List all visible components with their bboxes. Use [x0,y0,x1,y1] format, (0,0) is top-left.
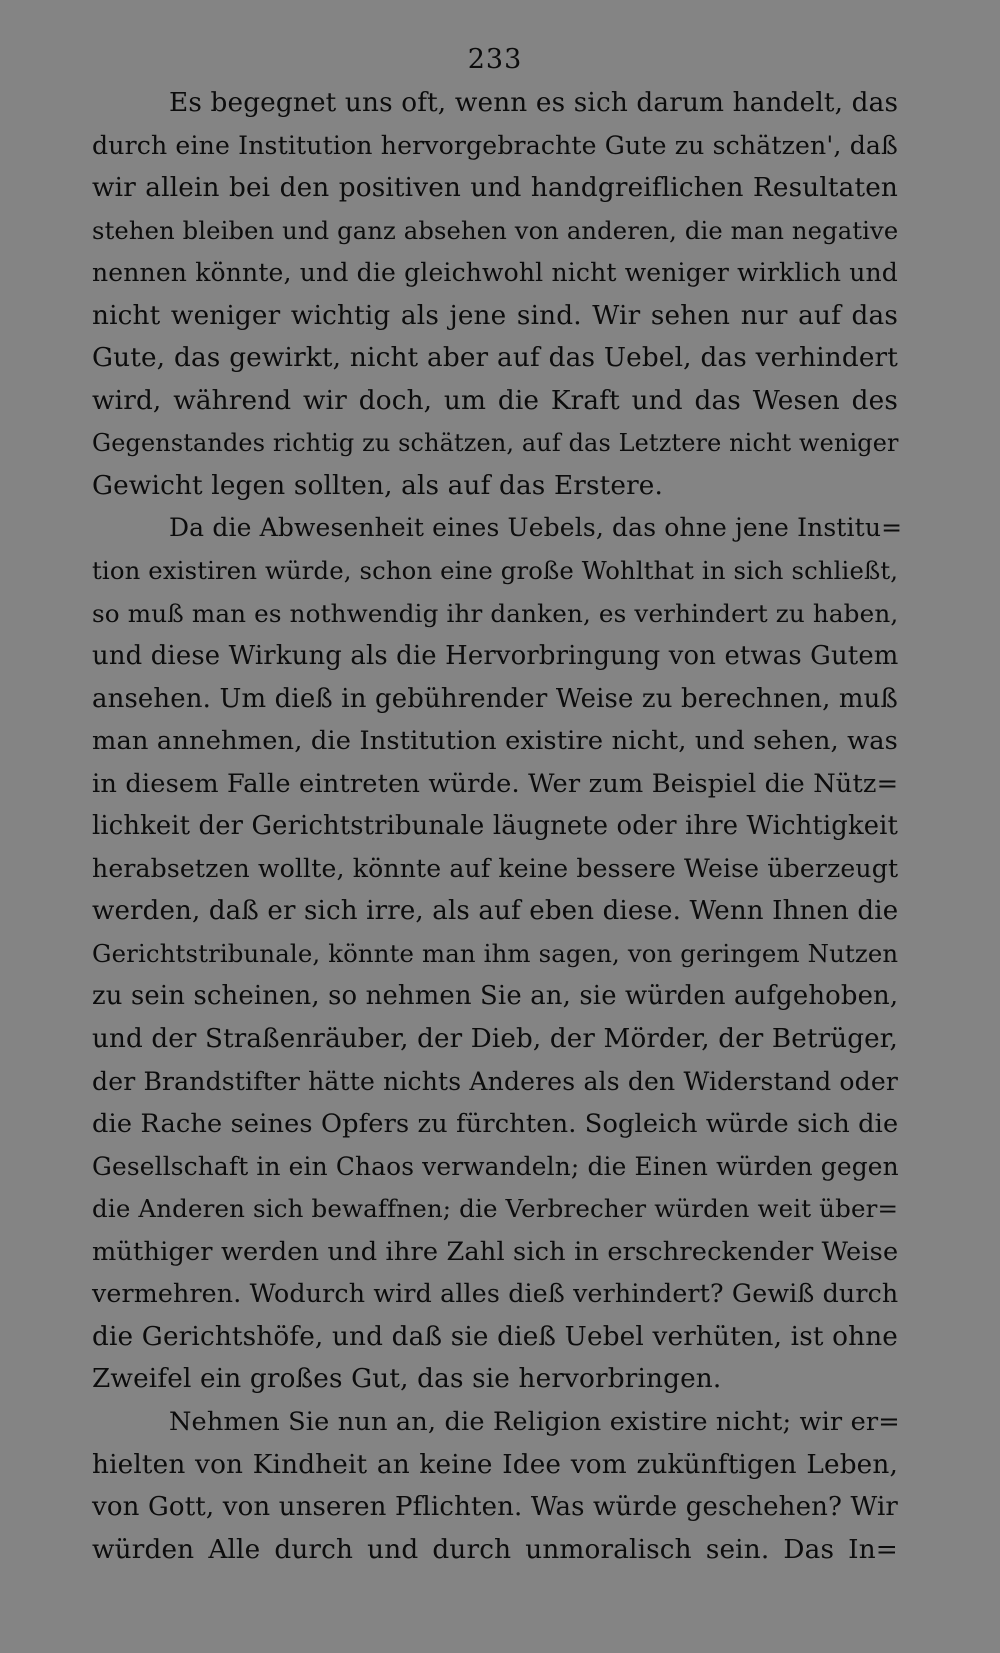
text-line: Da die Abwesenheit eines Uebels, das ohne jene Institu= [169,513,903,543]
paragraph [92,82,898,507]
text-line: von Gott, von unseren Pflichten. Was würde geschehen? Wir [92,1492,898,1523]
text-line: Es begegnet uns oft, wenn es sich darum handelt, das [169,88,899,118]
paragraph [92,507,903,1400]
body-text [92,82,903,1571]
text-line: würden Alle durch und durch unmoralisch sein. Das In= [92,1534,898,1565]
text-line: Zweifel ein großes Gut, das sie hervorbringen. [92,1364,722,1395]
text-line: die Anderen sich bewaffnen; die Verbrecher würden weit über= [92,1194,899,1224]
text-line: wir allein bei den positiven und handgreiflichen Resultaten [92,173,898,204]
text-line: hielten von Kindheit an keine Idee vom zukünftigen Leben, [92,1449,898,1480]
text-line: und der Straßenräuber, der Dieb, der Mörder, der Betrüger, [92,1024,898,1055]
text-line: Gesellschaft in ein Chaos verwandeln; die Einen würden gegen [92,1151,899,1181]
text-line: stehen bleiben und ganz absehen von anderen, die man negative [92,216,899,245]
text-line: der Brandstifter hätte nichts Anderes als den Widerstand oder [92,1066,899,1096]
page-number: 233 [467,44,523,75]
text-line: zu sein scheinen, so nehmen Sie an, sie würden aufgehoben, [92,981,899,1012]
text-line: nennen könnte, und die gleichwohl nicht weniger wirklich und [92,258,898,288]
text-line: wird, während wir doch, um die Kraft und das Wesen des [92,385,898,416]
text-line: werden, daß er sich irre, als auf eben diese. Wenn Ihnen die [92,896,899,927]
text-line: lichkeit der Gerichtstribunale läugnete oder ihre Wichtigkeit [92,811,898,842]
text-line: ansehen. Um dieß in gebührender Weise zu berechnen, muß [92,683,898,714]
text-line: so muß man es nothwendig ihr danken, es verhindert zu haben, [92,598,899,628]
text-line: die Gerichtshöfe, und daß sie dieß Uebel verhüten, ist ohne [92,1321,898,1352]
text-line: vermehren. Wodurch wird alles dieß verhindert? Gewiß durch [92,1279,899,1309]
paragraph [92,1401,898,1571]
book-page [92,40,903,1640]
text-line: müthiger werden und ihre Zahl sich in erschreckender Weise [92,1236,899,1267]
text-line: herabsetzen wollte, könnte auf keine bessere Weise überzeugt [92,853,899,883]
text-line: durch eine Institution hervorgebrachte Gute zu schätzen', daß [92,130,898,160]
text-line: die Rache seines Opfers zu fürchten. Sogleich würde sich die [92,1109,899,1140]
text-line: tion existiren würde, schon eine große Wohlthat in sich schließt, [92,556,899,586]
text-line: Gegenstandes richtig zu schätzen, auf das Letztere nicht weniger [92,429,899,458]
text-line: Gerichtstribunale, könnte man ihm sagen, von geringem Nutzen [92,938,899,968]
text-line: Gute, das gewirkt, nicht aber auf das Uebel, das verhindert [92,343,898,374]
text-line: Nehmen Sie nun an, die Religion existire nicht; wir er= [169,1406,900,1437]
text-line: in diesem Falle eintreten würde. Wer zum Beispiel die Nütz= [92,768,899,799]
text-line: nicht weniger wichtig als jene sind. Wir sehen nur auf das [92,300,898,331]
text-line: und diese Wirkung als die Hervorbringung von etwas Gutem [92,641,899,672]
text-line: man annehmen, die Institution existire nicht, und sehen, was [92,726,898,757]
text-line: Gewicht legen sollten, als auf das Erstere. [92,470,664,501]
